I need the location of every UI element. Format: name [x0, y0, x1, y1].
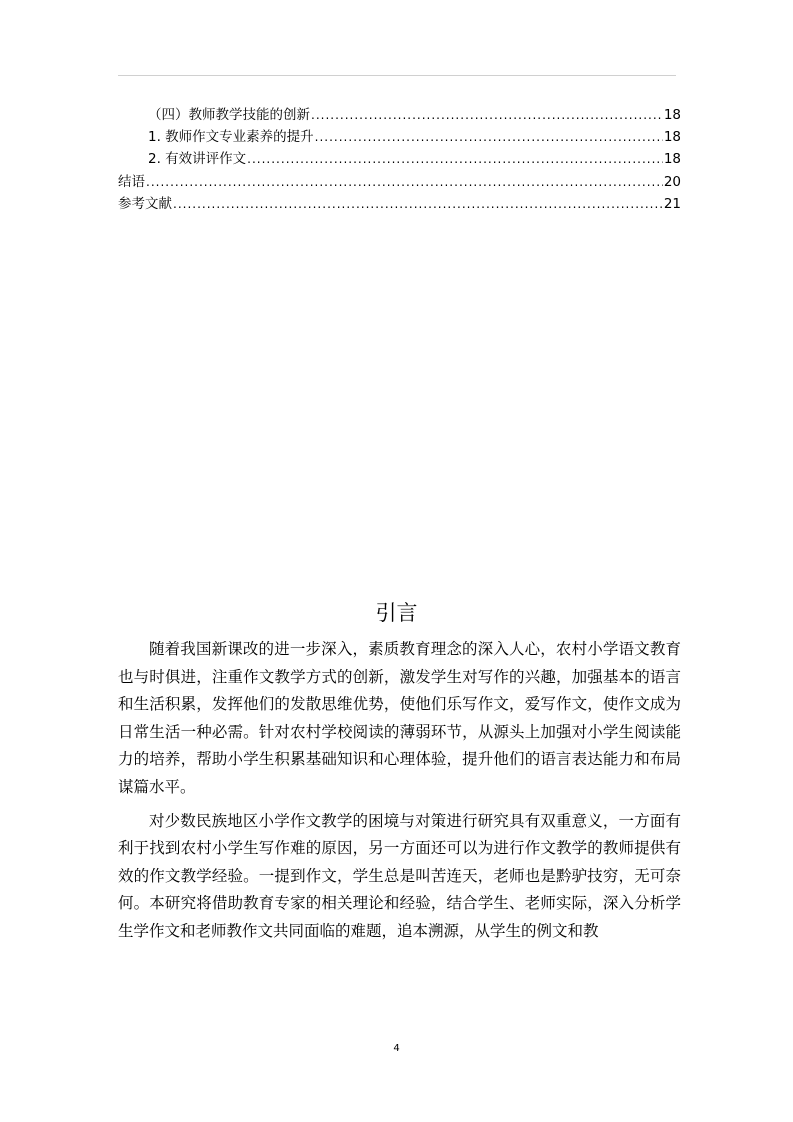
toc-leader-dots — [247, 148, 663, 170]
header-rule — [118, 75, 676, 76]
toc-entry-page: 18 — [663, 151, 681, 168]
toc-entry-page: 18 — [663, 107, 681, 123]
toc-leader-dots — [311, 104, 663, 126]
toc-entry-title: 结语 — [118, 173, 145, 190]
toc-entry-page: 18 — [663, 129, 681, 146]
table-of-contents — [118, 104, 681, 215]
toc-entry-title: 1. 教师作文专业素养的提升 — [148, 129, 314, 146]
body-paragraph: 随着我国新课改的进一步深入，素质教育理念的深入人心，农村小学语文教育也与时俱进，注重作文教学方式的创新，激发学生对写作的兴趣，加强基本的语言和生活积累，发挥他们的发散思维优势，使他们乐写作文，爱写作文，使作文成为日常生活一种必需。针对农村学校阅读的薄弱环节，从源头上加强对小学生阅读能力的培养，帮助小学生积累基础知识和心理体验，提升他们的语言表达能力和布局谋篇水平。 — [118, 640, 681, 796]
toc-entry-page: 20 — [663, 173, 681, 190]
toc-leader-dots — [173, 193, 663, 215]
toc-entry-effective-review[interactable] — [118, 148, 681, 170]
toc-leader-dots — [146, 171, 663, 193]
toc-entry-conclusion[interactable] — [118, 171, 681, 193]
toc-entry-teacher-skills-innovation[interactable] — [118, 104, 681, 126]
page-number: 4 — [393, 1043, 400, 1054]
toc-entry-teacher-professional-literacy[interactable] — [118, 126, 681, 148]
toc-leader-dots — [315, 126, 663, 148]
toc-entry-title: 2. 有效讲评作文 — [148, 151, 247, 168]
toc-entry-title: （四）教师教学技能的创新 — [148, 107, 310, 123]
toc-entry-references[interactable] — [118, 193, 681, 215]
section-title: 引言 — [375, 601, 418, 625]
toc-entry-page: 21 — [663, 195, 681, 212]
toc-entry-title: 参考文献 — [118, 195, 172, 212]
section-body — [118, 636, 681, 946]
body-paragraph: 对少数民族地区小学作文教学的困境与对策进行研究具有双重意义，一方面有利于找到农村小学生写作难的原因，另一方面还可以为进行作文教学的教师提供有效的作文教学经验。一提到作文，学生总是叫苦连天，老师也是黔驴技穷，无可奈何。本研究将借助教育专家的相关理论和经验，结合学生、老师实际，深入分析学生学作文和老师教作文共同面临的难题，追本溯源，从学生的例文和教 — [118, 811, 681, 940]
